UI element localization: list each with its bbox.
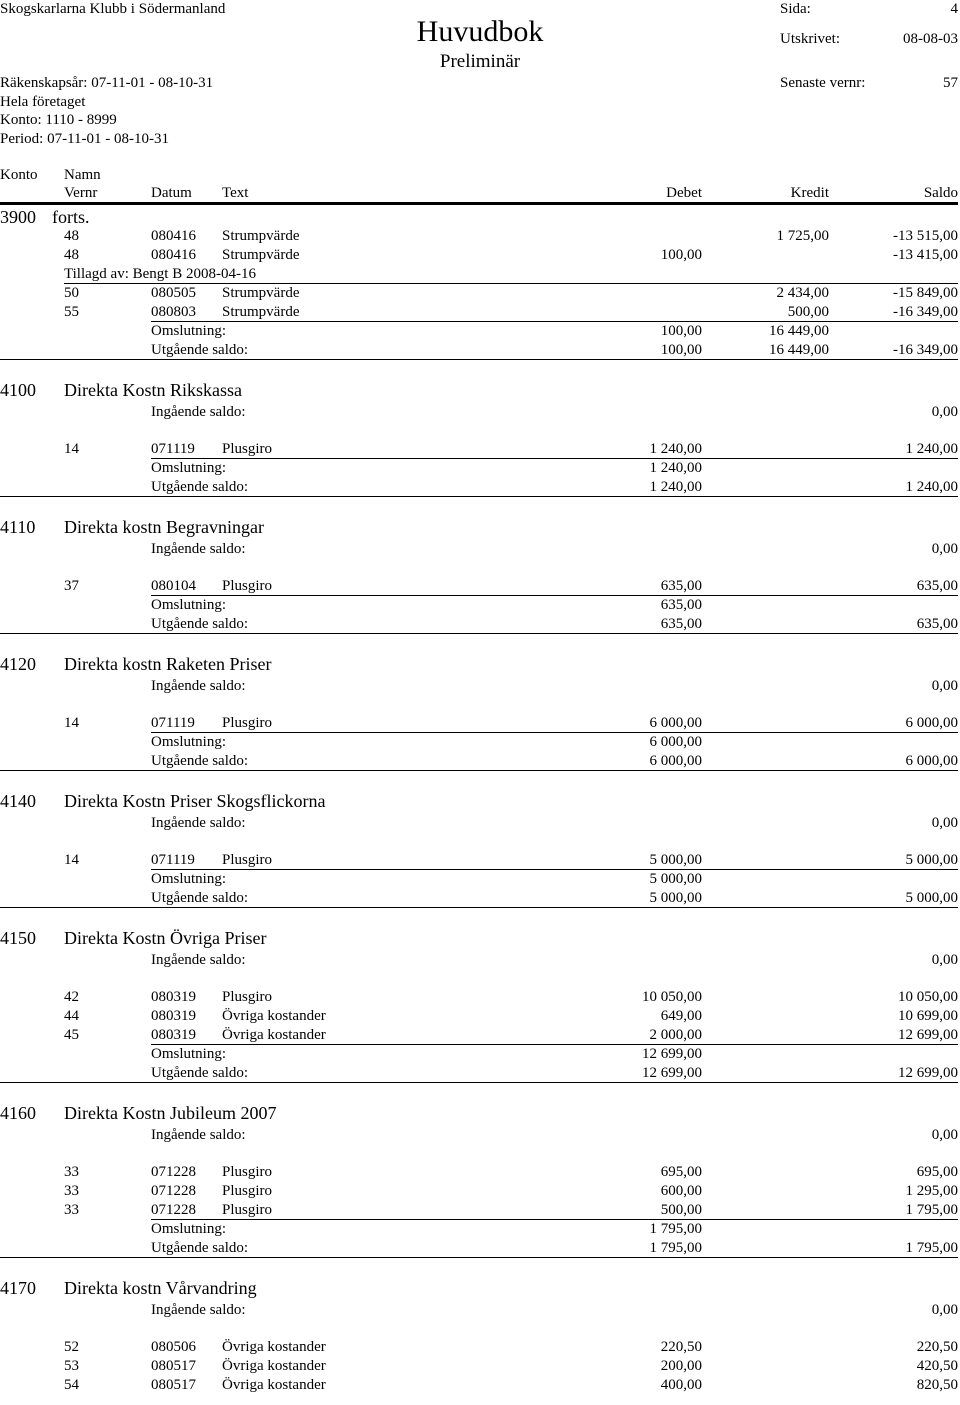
- account-end-rule: [0, 770, 958, 771]
- table-row: [0, 1357, 960, 1376]
- datum-cell: 080104: [151, 578, 196, 594]
- spacer: [0, 1145, 960, 1163]
- debet-cell: 600,00: [660, 1183, 702, 1199]
- text-cell: Plusgiro: [222, 1202, 273, 1218]
- vernr-cell: 33: [64, 1202, 79, 1218]
- account-name: Direkta Kostn Priser Skogsflickorna: [64, 791, 326, 811]
- debet-cell: 5 000,00: [649, 852, 702, 868]
- account-heading: [0, 926, 960, 951]
- vernr-cell: 44: [64, 1008, 79, 1024]
- saldo-cell: 12 699,00: [898, 1027, 958, 1043]
- vernr-cell: 14: [64, 715, 79, 731]
- datum-cell: 080416: [151, 247, 196, 263]
- datum-cell: 080517: [151, 1358, 196, 1374]
- fiscal-year: Räkenskapsår: 07-11-01 - 08-10-31: [0, 75, 214, 91]
- debet-cell: 2 000,00: [649, 1027, 702, 1043]
- spacer: [0, 1258, 960, 1276]
- text-cell: Plusgiro: [222, 852, 273, 868]
- saldo-cell: 1 795,00: [905, 1202, 958, 1218]
- spacer: [0, 422, 960, 440]
- org-name: Skogskarlarna Klubb i Södermanland: [0, 1, 226, 17]
- ingaende-saldo: 0,00: [931, 678, 958, 694]
- debet-cell: 220,50: [660, 1339, 702, 1355]
- ingaende-label: Ingående saldo:: [151, 541, 246, 557]
- utgaende-label: Utgående saldo:: [151, 342, 249, 358]
- vernr-cell: 14: [64, 441, 79, 457]
- spacer: [0, 908, 960, 926]
- utgaende-row: [0, 478, 960, 497]
- header-rule: [0, 202, 958, 205]
- saldo-cell: 820,50: [916, 1377, 958, 1393]
- account-end-rule: [0, 907, 958, 908]
- utgaende-saldo: -16 349,00: [893, 342, 958, 358]
- ingaende-saldo: 0,00: [931, 1127, 958, 1143]
- saldo-cell: 220,50: [916, 1339, 958, 1355]
- spacer: [0, 360, 960, 378]
- ingaende-label: Ingående saldo:: [151, 815, 246, 831]
- table-row: [0, 1376, 960, 1395]
- omslutning-row: [0, 1220, 960, 1239]
- omslutning-debet: 6 000,00: [649, 734, 702, 750]
- utgaende-label: Utgående saldo:: [151, 1240, 249, 1256]
- account-number: 4120: [0, 654, 36, 674]
- vernr-cell: 14: [64, 852, 79, 868]
- omslutning-label: Omslutning:: [151, 597, 227, 613]
- datum-cell: 080517: [151, 1377, 196, 1393]
- omslutning-row: [0, 870, 960, 889]
- saldo-cell: 10 699,00: [898, 1008, 958, 1024]
- debet-cell: 200,00: [660, 1358, 702, 1374]
- column-headers: [0, 165, 960, 203]
- debet-cell: 400,00: [660, 1377, 702, 1393]
- text-cell: Övriga kostander: [222, 1339, 326, 1355]
- account-number: 4170: [0, 1278, 36, 1298]
- datum-cell: 080505: [151, 285, 196, 301]
- utgaende-label: Utgående saldo:: [151, 753, 249, 769]
- utgaende-debet: 12 699,00: [642, 1065, 702, 1081]
- debet-cell: 500,00: [660, 1202, 702, 1218]
- utgaende-saldo: 635,00: [916, 616, 958, 632]
- spacer: [0, 696, 960, 714]
- debet-cell: 635,00: [660, 578, 702, 594]
- col-saldo: Saldo: [923, 185, 958, 201]
- text-cell: Plusgiro: [222, 989, 273, 1005]
- account-name: Direkta kostn Raketen Priser: [64, 654, 272, 674]
- continued-account: 3900: [0, 207, 36, 227]
- omslutning-row: [0, 459, 960, 478]
- utgaende-saldo: 6 000,00: [905, 753, 958, 769]
- continued-heading: [0, 206, 960, 227]
- datum-cell: 071228: [151, 1183, 196, 1199]
- datum-cell: 080506: [151, 1339, 196, 1355]
- table-row: [0, 1338, 960, 1357]
- datum-cell: 080319: [151, 1008, 196, 1024]
- datum-cell: 071228: [151, 1164, 196, 1180]
- saldo-cell: 5 000,00: [905, 852, 958, 868]
- account-heading: [0, 515, 960, 540]
- omslutning-debet: 635,00: [660, 597, 702, 613]
- text-cell: Strumpvärde: [222, 304, 300, 320]
- vernr-cell: 50: [64, 285, 79, 301]
- vernr-cell: 42: [64, 989, 79, 1005]
- saldo-cell: -13 515,00: [893, 228, 958, 244]
- debet-cell: 6 000,00: [649, 715, 702, 731]
- col-vernr: Vernr: [64, 185, 98, 201]
- text-cell: Plusgiro: [222, 715, 273, 731]
- last-vernr: 57: [943, 75, 958, 91]
- table-row: [0, 1026, 960, 1045]
- text-cell: Plusgiro: [222, 1183, 273, 1199]
- utgaende-row: [0, 889, 960, 908]
- spacer: [0, 1320, 960, 1338]
- account-number: 4110: [0, 517, 36, 537]
- company-scope: Hela företaget: [0, 94, 86, 110]
- table-row: [0, 577, 960, 596]
- datum-cell: 080319: [151, 1027, 196, 1043]
- ingaende-saldo: 0,00: [931, 404, 958, 420]
- datum-cell: 080416: [151, 228, 196, 244]
- saldo-cell: 6 000,00: [905, 715, 958, 731]
- table-row: [0, 246, 960, 265]
- col-konto: Konto: [0, 167, 38, 183]
- account-name: Direkta Kostn Övriga Priser: [64, 928, 267, 948]
- saldo-cell: 1 295,00: [905, 1183, 958, 1199]
- utgaende-label: Utgående saldo:: [151, 616, 249, 632]
- note-row: [0, 265, 960, 284]
- debet-cell: 649,00: [660, 1008, 702, 1024]
- omslutning-debet: 5 000,00: [649, 871, 702, 887]
- vernr-cell: 55: [64, 304, 79, 320]
- account-name: Direkta kostn Vårvandring: [64, 1278, 257, 1298]
- omslutning-row: [0, 596, 960, 615]
- period-range: Period: 07-11-01 - 08-10-31: [0, 131, 169, 147]
- ingaende-row: [0, 951, 960, 970]
- col-text: Text: [222, 185, 249, 201]
- ledger-body: [0, 206, 960, 1395]
- omslutning-label: Omslutning:: [151, 323, 227, 339]
- account-heading: [0, 1101, 960, 1126]
- vernr-cell: 33: [64, 1164, 79, 1180]
- ingaende-saldo: 0,00: [931, 1302, 958, 1318]
- col-debet: Debet: [666, 185, 702, 201]
- ingaende-row: [0, 1301, 960, 1320]
- col-namn: Namn: [64, 167, 101, 183]
- text-cell: Plusgiro: [222, 441, 273, 457]
- saldo-cell: -13 415,00: [893, 247, 958, 263]
- ingaende-row: [0, 403, 960, 422]
- utgaende-saldo: 5 000,00: [905, 890, 958, 906]
- report-title: Huvudbok: [416, 15, 544, 48]
- account-range: Konto: 1110 - 8999: [0, 112, 117, 128]
- table-row: [0, 988, 960, 1007]
- utgaende-row: [0, 341, 960, 360]
- utgaende-row: [0, 1239, 960, 1258]
- utgaende-saldo: 1 240,00: [905, 479, 958, 495]
- omslutning-label: Omslutning:: [151, 460, 227, 476]
- spacer: [0, 833, 960, 851]
- table-row: [0, 1182, 960, 1201]
- datum-cell: 080803: [151, 304, 196, 320]
- debet-cell: 695,00: [660, 1164, 702, 1180]
- saldo-cell: 10 050,00: [898, 989, 958, 1005]
- saldo-cell: -15 849,00: [893, 285, 958, 301]
- report-subtitle: Preliminär: [439, 51, 521, 72]
- omslutning-label: Omslutning:: [151, 871, 227, 887]
- vernr-cell: 53: [64, 1358, 79, 1374]
- account-number: 4140: [0, 791, 36, 811]
- spacer: [0, 771, 960, 789]
- vernr-cell: 37: [64, 578, 79, 594]
- account-end-rule: [0, 496, 958, 497]
- account-number: 4150: [0, 928, 36, 948]
- table-row: [0, 284, 960, 303]
- utgaende-kredit: 16 449,00: [769, 342, 829, 358]
- saldo-cell: 1 240,00: [905, 441, 958, 457]
- account-name: Direkta Kostn Jubileum 2007: [64, 1103, 277, 1123]
- saldo-cell: 635,00: [916, 578, 958, 594]
- ingaende-saldo: 0,00: [931, 952, 958, 968]
- text-cell: Strumpvärde: [222, 285, 300, 301]
- omslutning-debet: 100,00: [660, 323, 702, 339]
- account-name: Direkta Kostn Rikskassa: [64, 380, 242, 400]
- text-cell: Plusgiro: [222, 578, 273, 594]
- ingaende-row: [0, 540, 960, 559]
- ingaende-label: Ingående saldo:: [151, 678, 246, 694]
- table-row: [0, 714, 960, 733]
- account-heading: [0, 378, 960, 403]
- vernr-cell: 54: [64, 1377, 79, 1393]
- text-cell: Strumpvärde: [222, 247, 300, 263]
- page-number: 4: [950, 1, 958, 17]
- ingaende-row: [0, 814, 960, 833]
- account-end-rule: [0, 1082, 958, 1083]
- omslutning-row: [0, 322, 960, 341]
- saldo-cell: 420,50: [916, 1358, 958, 1374]
- utgaende-row: [0, 1064, 960, 1083]
- utgaende-row: [0, 752, 960, 771]
- vernr-cell: 48: [64, 247, 79, 263]
- table-row: [0, 1163, 960, 1182]
- debet-cell: 10 050,00: [642, 989, 702, 1005]
- omslutning-label: Omslutning:: [151, 734, 227, 750]
- utgaende-debet: 1 240,00: [649, 479, 702, 495]
- table-row: [0, 1201, 960, 1220]
- utgaende-saldo: 1 795,00: [905, 1240, 958, 1256]
- account-number: 4100: [0, 380, 36, 400]
- saldo-cell: -16 349,00: [893, 304, 958, 320]
- text-cell: Plusgiro: [222, 1164, 273, 1180]
- datum-cell: 071119: [151, 852, 195, 868]
- account-heading: [0, 1276, 960, 1301]
- printed-label: Utskrivet:: [780, 31, 840, 47]
- spacer: [0, 497, 960, 515]
- table-row: [0, 227, 960, 246]
- utgaende-debet: 100,00: [660, 342, 702, 358]
- datum-cell: 080319: [151, 989, 196, 1005]
- text-cell: Övriga kostander: [222, 1377, 326, 1393]
- datum-cell: 071119: [151, 441, 195, 457]
- account-heading: [0, 789, 960, 814]
- saldo-cell: 695,00: [916, 1164, 958, 1180]
- vernr-cell: 48: [64, 228, 79, 244]
- ingaende-label: Ingående saldo:: [151, 952, 246, 968]
- table-row: [0, 1007, 960, 1026]
- col-kredit: Kredit: [790, 185, 829, 201]
- col-datum: Datum: [151, 185, 192, 201]
- omslutning-row: [0, 1045, 960, 1064]
- omslutning-row: [0, 733, 960, 752]
- omslutning-kredit: 16 449,00: [769, 323, 829, 339]
- datum-cell: 071119: [151, 715, 195, 731]
- kredit-cell: 500,00: [787, 304, 829, 320]
- spacer: [0, 559, 960, 577]
- omslutning-debet: 1 240,00: [649, 460, 702, 476]
- utgaende-debet: 6 000,00: [649, 753, 702, 769]
- omslutning-label: Omslutning:: [151, 1046, 227, 1062]
- utgaende-label: Utgående saldo:: [151, 890, 249, 906]
- spacer: [0, 970, 960, 988]
- kredit-cell: 1 725,00: [776, 228, 829, 244]
- utgaende-row: [0, 615, 960, 634]
- ingaende-label: Ingående saldo:: [151, 1302, 246, 1318]
- utgaende-debet: 1 795,00: [649, 1240, 702, 1256]
- page-label: Sida:: [780, 1, 811, 17]
- utgaende-label: Utgående saldo:: [151, 479, 249, 495]
- omslutning-label: Omslutning:: [151, 1221, 227, 1237]
- table-row: [0, 440, 960, 459]
- ingaende-label: Ingående saldo:: [151, 1127, 246, 1143]
- ingaende-label: Ingående saldo:: [151, 404, 246, 420]
- text-cell: Övriga kostander: [222, 1358, 326, 1374]
- omslutning-debet: 12 699,00: [642, 1046, 702, 1062]
- ingaende-saldo: 0,00: [931, 541, 958, 557]
- account-name: Direkta kostn Begravningar: [64, 517, 264, 537]
- kredit-cell: 2 434,00: [776, 285, 829, 301]
- table-row: [0, 851, 960, 870]
- utgaende-debet: 5 000,00: [649, 890, 702, 906]
- account-number: 4160: [0, 1103, 36, 1123]
- account-end-rule: [0, 1257, 958, 1258]
- spacer: [0, 634, 960, 652]
- account-end-rule: [0, 633, 958, 634]
- account-end-rule: [0, 359, 958, 360]
- vernr-cell: 45: [64, 1027, 79, 1043]
- omslutning-debet: 1 795,00: [649, 1221, 702, 1237]
- vernr-cell: 52: [64, 1339, 79, 1355]
- debet-cell: 100,00: [660, 247, 702, 263]
- debet-cell: 1 240,00: [649, 441, 702, 457]
- printed-date: 08-08-03: [903, 31, 958, 47]
- note-text: Tillagd av: Bengt B 2008-04-16: [64, 266, 256, 282]
- ingaende-saldo: 0,00: [931, 815, 958, 831]
- text-cell: Strumpvärde: [222, 228, 300, 244]
- account-heading: [0, 652, 960, 677]
- ingaende-row: [0, 1126, 960, 1145]
- spacer: [0, 1083, 960, 1101]
- utgaende-saldo: 12 699,00: [898, 1065, 958, 1081]
- utgaende-label: Utgående saldo:: [151, 1065, 249, 1081]
- last-vernr-label: Senaste vernr:: [780, 75, 866, 91]
- datum-cell: 071228: [151, 1202, 196, 1218]
- continued-word: forts.: [52, 207, 90, 227]
- text-cell: Övriga kostander: [222, 1008, 326, 1024]
- ingaende-row: [0, 677, 960, 696]
- table-row: [0, 303, 960, 322]
- utgaende-debet: 635,00: [660, 616, 702, 632]
- text-cell: Övriga kostander: [222, 1027, 326, 1043]
- vernr-cell: 33: [64, 1183, 79, 1199]
